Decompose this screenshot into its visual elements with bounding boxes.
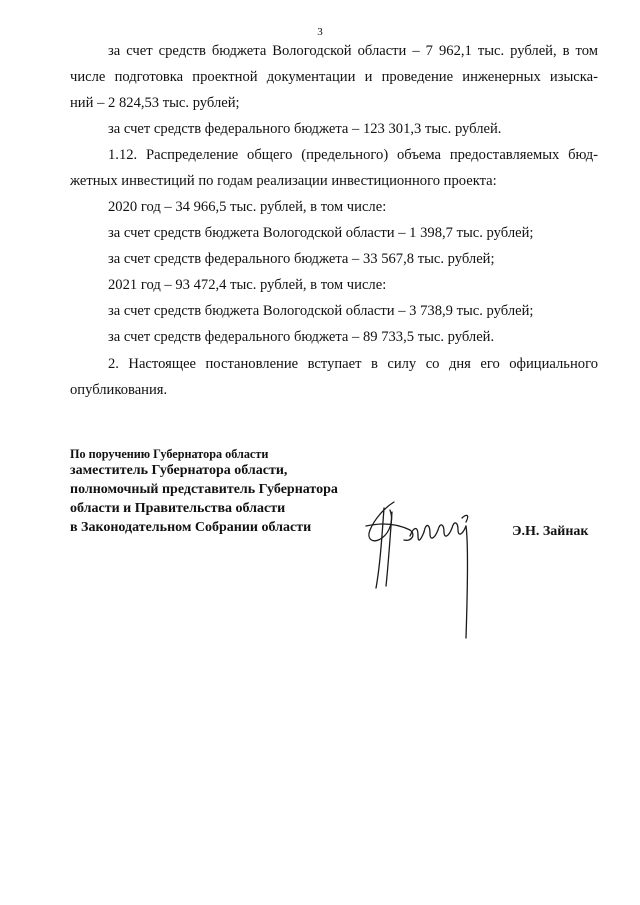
body-line-11: за счет средств бюджета Вологодской области – 3 738,9 тыс. рублей;	[108, 303, 534, 319]
body-line-8: за счет средств бюджета Вологодской области – 1 398,7 тыс. рублей;	[108, 225, 534, 241]
body-line-4: за счет средств федерального бюджета – 123 301,3 тыс. рублей.	[108, 121, 502, 137]
signatory-title-line-4: в Законодательном Собрании области	[70, 520, 312, 535]
body-line-1: за счет средств бюджета Вологодской области – 7 962,1 тыс. рублей, в том	[108, 43, 598, 59]
body-line-13: 2. Настоящее постановление вступает в силу со дня его официального	[108, 356, 598, 372]
instruction-line: По поручению Губернатора области	[70, 447, 269, 461]
body-line-3: ний – 2 824,53 тыс. рублей;	[70, 95, 240, 111]
body-line-12: за счет средств федерального бюджета – 89 733,5 тыс. рублей.	[108, 329, 495, 345]
body-line-5: 1.12. Распределение общего (предельного) объема предоставляемых бюд-	[108, 147, 598, 163]
body-line-2: числе подготовка проектной документации и проведение инженерных изыска-	[70, 69, 598, 85]
signatory-title-line-1: заместитель Губернатора области,	[70, 463, 288, 478]
signatory-title-line-3: области и Правительства области	[70, 501, 286, 516]
handwritten-signature	[354, 496, 504, 646]
body-line-7: 2020 год – 34 966,5 тыс. рублей, в том числе:	[108, 199, 387, 215]
body-line-6: жетных инвестиций по годам реализации инвестиционного проекта:	[70, 173, 497, 189]
body-line-9: за счет средств федерального бюджета – 33 567,8 тыс. рублей;	[108, 251, 495, 267]
body-line-14: опубликования.	[70, 382, 168, 398]
signatory-name: Э.Н. Зайнак	[512, 524, 589, 539]
signatory-title-line-2: полномочный представитель Губернатора	[70, 482, 338, 497]
page-number: 3	[317, 26, 323, 38]
body-line-10: 2021 год – 93 472,4 тыс. рублей, в том числе:	[108, 277, 387, 293]
